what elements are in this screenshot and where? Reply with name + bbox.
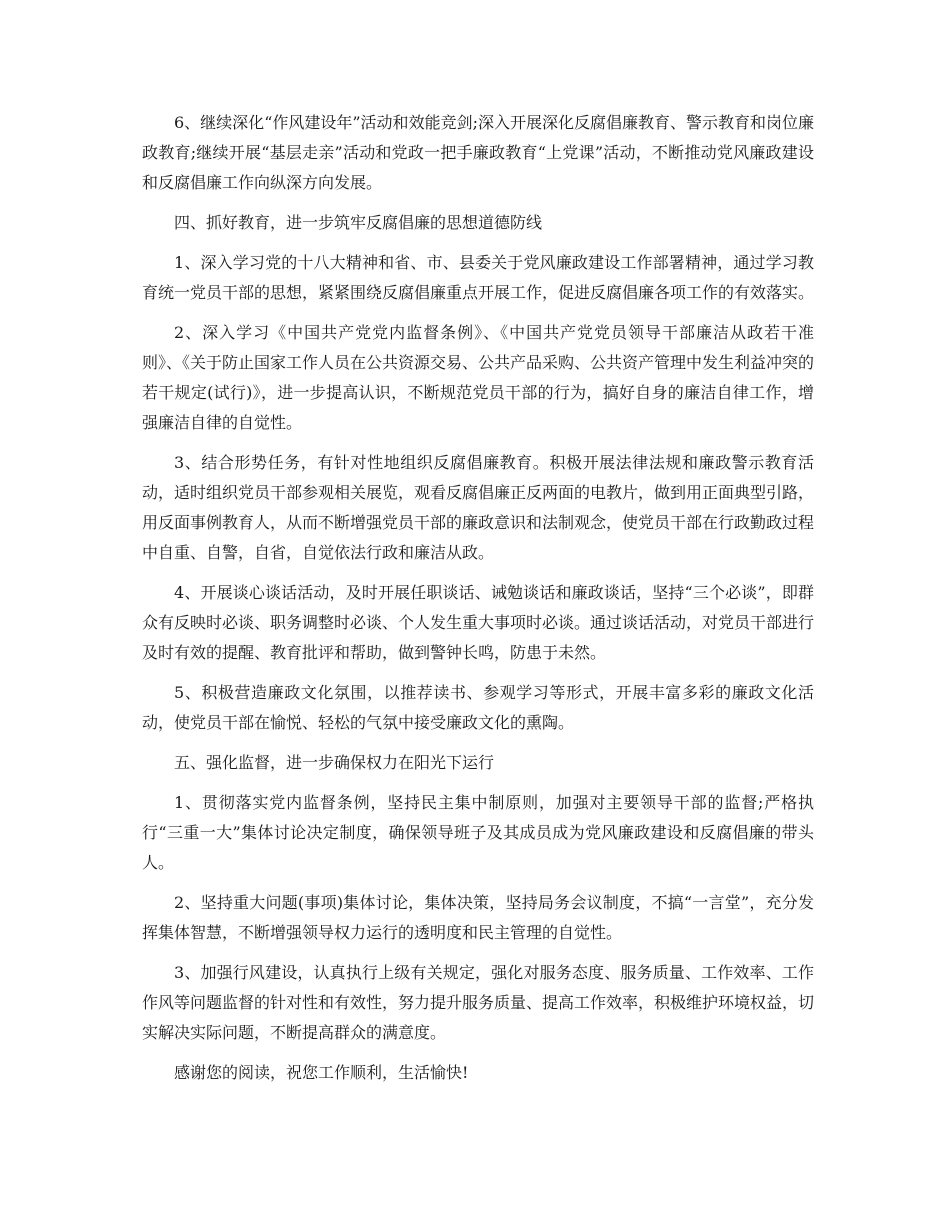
- paragraph-3-conduct-building: 3、加强行风建设，认真执行上级有关规定，强化对服务态度、服务质量、工作效率、工作作风等问题监督的针对性和有效性，努力提升服务质量、提高工作效率，积极维护环境权益，切实解决实际问题，不断提高群众的满意度。: [142, 963, 815, 1042]
- paragraph-1-study-18th-congress: 1、深入学习党的十八大精神和省、市、县委关于党风廉政建设工作部署精神，通过学习教育统一党员干部的思想，紧紧围绕反腐倡廉重点开展工作，促进反腐倡廉各项工作的有效落实。: [142, 253, 815, 302]
- closing-thanks: 感谢您的阅读，祝您工作顺利，生活愉快!: [174, 1063, 469, 1082]
- section-heading-education: 四、抓好教育，进一步筑牢反腐倡廉的思想道德防线: [174, 213, 543, 232]
- paragraph-2-study-regulations: 2、深入学习《中国共产党党内监督条例》、《中国共产党党员领导干部廉洁从政若干准则》、《关于防止国家工作人员在公共资源交易、公共产品采购、公共资产管理中发生利益冲突的若干规定(试行)》，进一步提高认识，不断规范党员干部的行为，搞好自身的廉洁自律工作，增强廉洁自律的自觉性。: [142, 323, 815, 432]
- paragraph-2-collective-decisions: 2、坚持重大问题(事项)集体讨论，集体决策，坚持局务会议制度，不搞“一言堂”，充分发挥集体智慧，不断增强领导权力运行的透明度和民主管理的自觉性。: [142, 893, 814, 942]
- paragraph-5-integrity-culture: 5、积极营造廉政文化氛围，以推荐读书、参观学习等形式，开展丰富多彩的廉政文化活动，使党员干部在愉悦、轻松的气氛中接受廉政文化的熏陶。: [142, 683, 814, 732]
- section-heading-supervision: 五、强化监督，进一步确保权力在阳光下运行: [174, 753, 495, 772]
- paragraph-1-internal-supervision: 1、贯彻落实党内监督条例，坚持民主集中制原则，加强对主要领导干部的监督;严格执行“三重一大”集体讨论决定制度，确保领导班子及其成员成为党风廉政建设和反腐倡廉的带头人。: [142, 793, 814, 872]
- paragraph-6-continue-style-year: 6、继续深化“作风建设年”活动和效能竞剑;深入开展深化反腐倡廉教育、警示教育和岗位廉政教育;继续开展“基层走亲”活动和党政一把手廉政教育“上党课”活动，不断推动党风廉政建设和反腐倡廉工作向纵深方向发展。: [142, 113, 814, 192]
- paragraph-4-heart-to-heart-talks: 4、开展谈心谈话活动，及时开展任职谈话、诫勉谈话和廉政谈话，坚持“三个必谈”，即群众有反映时必谈、职务调整时必谈、个人发生重大事项时必谈。通过谈话活动，对党员干部进行及时有效的提醒、教育批评和帮助，做到警钟长鸣，防患于未然。: [142, 583, 815, 662]
- document-page: [142, 108, 814, 1088]
- paragraph-3-warning-education: 3、结合形势任务，有针对性地组织反腐倡廉教育。积极开展法律法规和廉政警示教育活动，适时组织党员干部参观相关展览，观看反腐倡廉正反两面的电教片，做到用正面典型引路，用反面事例教育人，从而不断增强党员干部的廉政意识和法制观念，使党员干部在行政勤政过程中自重、自警，自省，自觉依法行政和廉洁从政。: [142, 453, 815, 562]
